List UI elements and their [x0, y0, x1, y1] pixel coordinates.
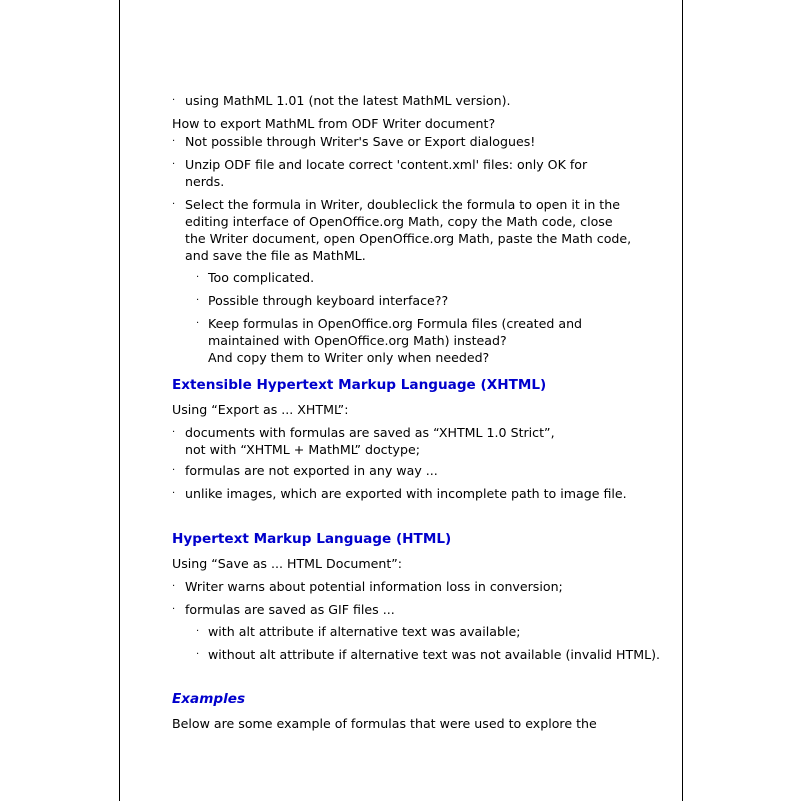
bullet-text: formulas are not exported in any way ... — [185, 463, 438, 478]
bullet: · — [196, 649, 200, 660]
bullet-text: formulas are saved as GIF files ... — [185, 602, 395, 617]
sub-list-item — [172, 315, 628, 366]
list-item — [172, 92, 645, 109]
bullet: · — [172, 95, 176, 106]
sub-list-item — [172, 646, 668, 663]
bullet-text: Not possible through Writer's Save or Export dialogues! — [185, 134, 536, 149]
bullet: · — [172, 581, 176, 592]
bullet-text: not with “XHTML + MathML” doctype; — [185, 442, 420, 457]
bullet-text: Too complicated. — [208, 270, 315, 285]
section-heading-xhtml: Extensible Hypertext Markup Language (XHTML) — [172, 377, 547, 393]
bullet: · — [196, 318, 200, 329]
bullet: · — [172, 604, 176, 615]
bullet-text: And copy them to Writer only when needed? — [208, 350, 490, 365]
bullet-text: documents with formulas are saved as “XHTML 1.0 Strict”, — [185, 425, 555, 440]
paragraph: Below are some example of formulas that were used to explore the — [172, 716, 597, 731]
bullet: · — [196, 626, 200, 637]
bullet-text: Keep formulas in OpenOffice.org Formula files (created and maintained with OpenOffice.org Math) instead? — [208, 316, 583, 348]
section-heading-html: Hypertext Markup Language (HTML) — [172, 531, 452, 547]
list-item — [172, 424, 645, 458]
bullet-text: Writer warns about potential information loss in conversion; — [185, 579, 563, 594]
bullet: · — [172, 465, 176, 476]
document-page — [119, 0, 683, 801]
list-item — [172, 578, 645, 595]
list-item — [172, 133, 632, 150]
bullet-text: without alt attribute if alternative text was not available (invalid HTML). — [208, 647, 661, 662]
sub-list-item — [172, 269, 632, 286]
sub-list-item — [172, 623, 668, 640]
section-heading-examples: Examples — [172, 691, 246, 707]
bullet-text: unlike images, which are exported with incomplete path to image file. — [185, 486, 627, 501]
bullet-text: Select the formula in Writer, doubleclick the formula to open it in the editing interface of OpenOffice.org Math, copy the Math code, close the Writer document, open OpenOffice.org Math, paste the Math code, and save the file as MathML. — [185, 197, 632, 263]
paragraph: Using “Save as ... HTML Document”: — [172, 556, 403, 571]
bullet-text: with alt attribute if alternative text was available; — [208, 624, 521, 639]
list-item — [172, 601, 645, 618]
list-item — [172, 156, 625, 190]
bullet: · — [172, 159, 176, 170]
list-item — [172, 196, 637, 264]
sub-list-item — [172, 292, 632, 309]
list-item — [172, 485, 631, 502]
paragraph: How to export MathML from ODF Writer document? — [172, 116, 496, 131]
bullet-text: using MathML 1.01 (not the latest MathML version). — [185, 93, 511, 108]
paragraph: Using “Export as ... XHTML”: — [172, 402, 349, 417]
bullet: · — [196, 272, 200, 283]
bullet: · — [172, 427, 176, 438]
bullet: · — [172, 199, 176, 210]
bullet: · — [172, 488, 176, 499]
list-item — [172, 462, 645, 479]
bullet: · — [196, 295, 200, 306]
bullet-text: Possible through keyboard interface?? — [208, 293, 449, 308]
bullet: · — [172, 136, 176, 147]
bullet-text: Unzip ODF file and locate correct 'content.xml' files: only OK for nerds. — [185, 157, 588, 189]
